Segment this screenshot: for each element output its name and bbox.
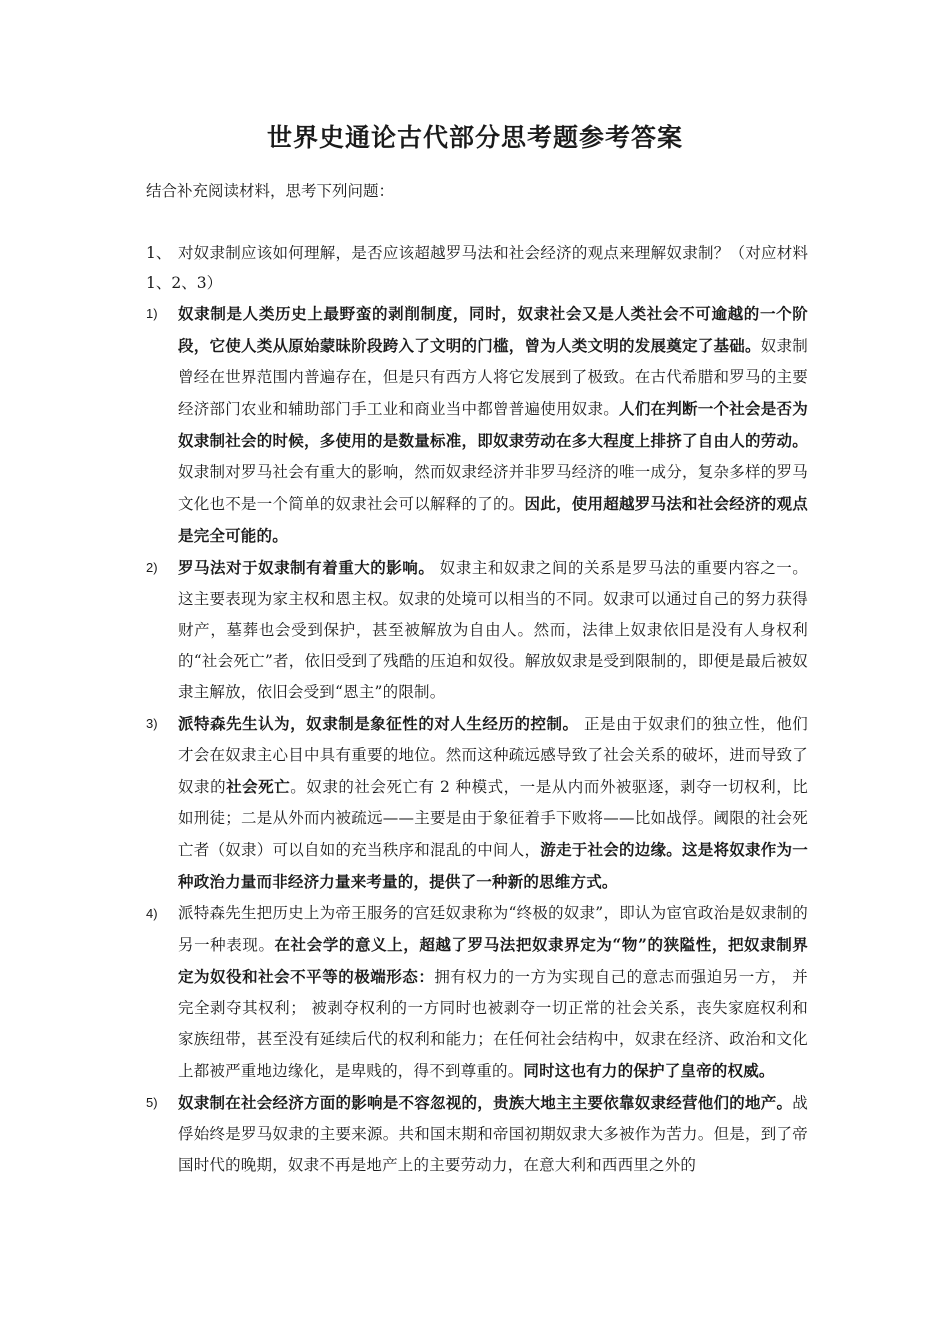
answer-segment: 游走于社会的边缘。这是将奴隶作为一种政治力量而非经济力量来考量的，提供了一种新的思维方式。 [178,840,808,891]
answer-text [178,898,808,1087]
answer-segment: 正是由于奴隶们的独立性，他们才会在奴隶主心目中具有重要的地位。然而这种疏远感导致了社会关系的破坏，进而导致了奴隶的 [178,715,808,796]
answer-number: 4) [146,906,158,921]
answer-item-3 [146,708,808,898]
answer-item-2 [146,552,808,708]
answer-text [178,552,808,708]
answer-segment: 拥有权力的一方为实现自己的意志而强迫另一方， 并完全剥夺其权利； 被剥夺权利的一方同时也被剥夺一切正常的社会关系，丧失家庭权利和家族纽带，甚至没有延续后代的权利和能力；在任何社会结构中，奴隶在经济、政治和文化上都被严重地边缘化，是卑贱的，得不到尊重的。 [178,968,808,1080]
answer-number: 2) [146,560,158,575]
answer-segment: 奴隶制是人类历史上最野蛮的剥削制度，同时，奴隶社会又是人类社会不可逾越的一个阶段，它使人类从原始蒙昧阶段跨入了文明的门槛，曾为人类文明的发展奠定了基础。 [178,304,808,355]
answer-segment: 因此，使用超越罗马法和社会经济的观点是完全可能的。 [178,494,808,545]
answer-list [146,298,808,1181]
answer-segment: 战俘始终是罗马奴隶的主要来源。共和国末期和帝国初期奴隶大多被作为苦力。但是，到了帝国时代的晚期，奴隶不再是地产上的主要劳动力，在意大利和西西里之外的 [178,1094,808,1174]
question-number: 1、 [146,244,172,262]
answer-segment: 奴隶主和奴隶之间的关系是罗马法的重要内容之一。这主要表现为家主权和恩主权。奴隶的处境可以相当的不同。奴隶可以通过自己的努力获得财产，墓葬也会受到保护，甚至被解放为自由人。然而，法律上奴隶依旧是没有人身权利的“社会死亡”者，依旧受到了残酷的压迫和奴役。解放奴隶是受到限制的，即便是最后被奴隶主解放，依旧会受到“恩主”的限制。 [178,559,808,701]
answer-segment: 派特森先生认为，奴隶制是象征性的对人生经历的控制。 [178,714,579,733]
question-1 [146,238,808,298]
answer-segment: 奴隶制曾经在世界范围内普遍存在，但是只有西方人将它发展到了极致。在古代希腊和罗马的主要经济部门农业和辅助部门手工业和商业当中都曾普遍使用奴隶。 [178,337,808,418]
answer-number: 1) [146,306,158,321]
answer-segment: 同时这也有力的保护了皇帝的权威。 [523,1061,775,1080]
answer-segment: 奴隶制在社会经济方面的影响是不容忽视的，贵族大地主主要依靠奴隶经营他们的地产。 [178,1093,793,1112]
answer-number: 5) [146,1095,158,1110]
answer-text [178,1087,808,1181]
answer-item-5 [146,1087,808,1181]
answer-item-4 [146,898,808,1087]
question-text: 对奴隶制应该如何理解，是否应该超越罗马法和社会经济的观点来理解奴隶制？（对应材料 1、2、3） [146,244,808,292]
intro-text: 结合补充阅读材料，思考下列问题： [146,182,395,200]
answer-text [178,708,808,898]
answer-number: 3) [146,716,158,731]
answer-segment: 奴隶制对罗马社会有重大的影响，然而奴隶经济并非罗马经济的唯一成分，复杂多样的罗马文化也不是一个简单的奴隶社会可以解释的了的。 [178,463,808,513]
answer-segment: 派特森先生把历史上为帝王服务的宫廷奴隶称为“终极的奴隶”，即认为宦官政治是奴隶制的另一种表现。 [178,904,808,954]
answer-item-1 [146,298,808,552]
answer-segment: 罗马法对于奴隶制有着重大的影响。 [178,558,435,577]
page-title: 世界史通论古代部分思考题参考答案 [266,123,683,152]
answer-segment: 社会死亡 [226,777,291,796]
answer-segment: 人们在判断一个社会是否为奴隶制社会的时候，多使用的是数量标准，即奴隶劳动在多大程度上排挤了自由人的劳动。 [178,399,808,450]
answer-segment: 在社会学的意义上，超越了罗马法把奴隶界定为“物”的狭隘性，把奴隶制界定为奴役和社会不平等的极端形态： [178,935,809,986]
answer-text [178,298,808,552]
answer-segment: 。奴隶的社会死亡有 2 种模式，一是从内而外被驱逐，剥夺一切权利，比如刑徒；二是从外而内被疏远——主要是由于象征着手下败将——比如战俘。阈限的社会死亡者（奴隶）可以自如的充当秩序和混乱的中间人， [178,778,808,859]
